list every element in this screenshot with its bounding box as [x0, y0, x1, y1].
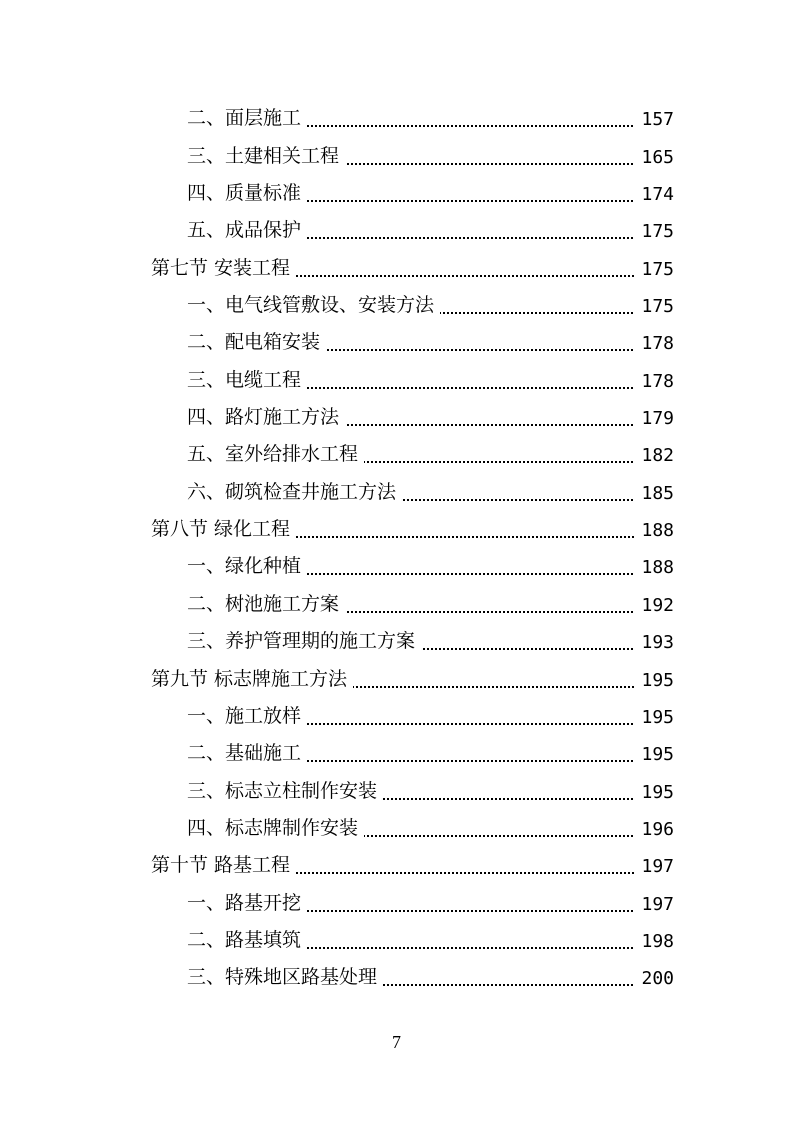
toc-entry-label: 四、路灯施工方法: [187, 402, 345, 429]
page-number: 7: [392, 1032, 401, 1052]
toc-entry[interactable]: [0, 101, 793, 138]
toc-entry-label: 三、土建相关工程: [187, 141, 345, 168]
toc-entry-label: 六、砌筑检查井施工方法: [187, 477, 402, 504]
toc-entry-page: 197: [635, 856, 674, 877]
toc-entry-label: 二、路基填筑: [187, 925, 307, 952]
toc-entry-page: 178: [635, 333, 674, 354]
toc-entry[interactable]: [0, 437, 793, 474]
toc-entry[interactable]: [0, 923, 793, 960]
toc-section-label: 第八节 绿化工程: [151, 514, 296, 541]
toc-entry-label: 三、电缆工程: [187, 365, 307, 392]
toc-entry[interactable]: [0, 288, 793, 325]
toc-entry[interactable]: [0, 549, 793, 586]
toc-entry-page: 192: [635, 595, 674, 616]
toc-entry-page: 188: [635, 557, 674, 578]
toc-entry-page: 175: [635, 259, 674, 280]
toc-entry-label: 一、路基开挖: [187, 888, 307, 915]
toc-entry-page: 178: [635, 371, 674, 392]
toc-entry-page: 175: [635, 221, 674, 242]
toc-entry[interactable]: [0, 362, 793, 399]
toc-section-label: 第七节 安装工程: [151, 253, 296, 280]
toc-entry[interactable]: [0, 960, 793, 997]
toc-entry-page: 165: [635, 147, 674, 168]
toc-entry-label: 二、基础施工: [187, 738, 307, 765]
toc-entry-label: 三、标志立柱制作安装: [187, 776, 383, 803]
toc-entry-label: 三、养护管理期的施工方案: [187, 626, 421, 653]
toc-entry-page: 182: [635, 445, 674, 466]
toc-entry-page: 197: [635, 894, 674, 915]
toc-entry-label: 四、质量标准: [187, 178, 307, 205]
toc-entry-label: 二、树池施工方案: [187, 589, 345, 616]
toc-section-entry[interactable]: [0, 661, 793, 698]
toc-section-label: 第十节 路基工程: [151, 850, 296, 877]
toc-entry[interactable]: [0, 138, 793, 175]
toc-entry-page: 198: [635, 931, 674, 952]
toc-entry[interactable]: [0, 699, 793, 736]
toc-entry-page: 179: [635, 408, 674, 429]
toc-entry-label: 四、标志牌制作安装: [187, 813, 364, 840]
toc-entry[interactable]: [0, 586, 793, 623]
toc-section-entry[interactable]: [0, 250, 793, 287]
toc-entry-page: 196: [635, 819, 674, 840]
toc-entry-page: 185: [635, 483, 674, 504]
toc-entry[interactable]: [0, 811, 793, 848]
toc-entry-label: 三、特殊地区路基处理: [187, 962, 383, 989]
toc-entry[interactable]: [0, 474, 793, 511]
toc-entry-label: 一、电气线管敷设、安装方法: [187, 290, 440, 317]
toc-entry-page: 195: [635, 744, 674, 765]
toc-entry-page: 200: [635, 968, 674, 989]
toc-entry[interactable]: [0, 176, 793, 213]
toc-entry[interactable]: [0, 885, 793, 922]
toc-entry-label: 二、配电箱安装: [187, 327, 326, 354]
toc-section-entry[interactable]: [0, 848, 793, 885]
toc-entry-page: 174: [635, 184, 674, 205]
toc-entry-label: 一、施工放样: [187, 701, 307, 728]
toc-entry-label: 五、室外给排水工程: [187, 439, 364, 466]
toc-entry[interactable]: [0, 213, 793, 250]
toc-entry-page: 188: [635, 520, 674, 541]
toc-entry-label: 五、成品保护: [187, 215, 307, 242]
toc-entry-page: 193: [635, 632, 674, 653]
toc-entry-page: 195: [635, 707, 674, 728]
toc-entry-label: 一、绿化种植: [187, 551, 307, 578]
toc-entry[interactable]: [0, 400, 793, 437]
toc-section-label: 第九节 标志牌施工方法: [151, 664, 353, 691]
toc-entry-page: 195: [635, 782, 674, 803]
toc-entry[interactable]: [0, 736, 793, 773]
toc-entry-page: 157: [635, 109, 674, 130]
toc-entry[interactable]: [0, 773, 793, 810]
table-of-contents: [0, 101, 793, 997]
toc-entry-page: 175: [635, 296, 674, 317]
toc-entry-label: 二、面层施工: [187, 103, 307, 130]
toc-entry-page: 195: [635, 670, 674, 691]
toc-section-entry[interactable]: [0, 512, 793, 549]
toc-entry[interactable]: [0, 325, 793, 362]
toc-entry[interactable]: [0, 624, 793, 661]
